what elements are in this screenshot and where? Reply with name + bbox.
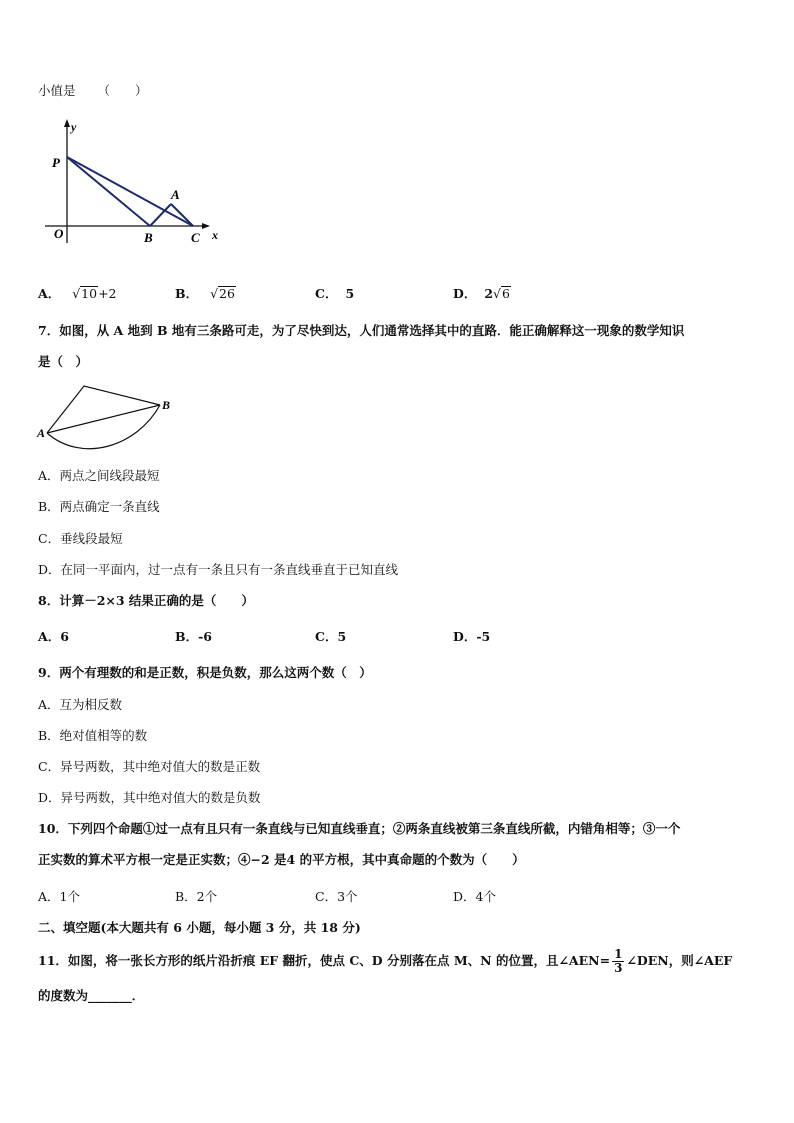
q9-stem: 9．两个有理数的和是正数，积是负数，那么这两个数（ ） [38,665,372,680]
label-A: A [37,426,46,440]
frac-den: 3 [614,961,623,975]
q10-option-b: B．2个 [175,889,218,904]
q8-stem: 8．计算－2×3 结果正确的是（ ） [38,593,254,608]
straight-path [47,405,160,433]
q7-option-a: A．两点之间线段最短 [38,468,160,483]
q10-option-d: D．4个 [453,889,496,904]
q6-coordinate-figure [40,115,230,250]
q6-option-b: B． √26 [175,286,235,301]
frac-num: 1 [614,947,623,961]
q11-post: ∠DEN，则∠AEF [626,953,733,968]
q6-tail-text: 小值是 [38,83,76,98]
option-letter: A． [38,286,61,301]
label-x: x [212,228,218,242]
label-B: B [144,230,153,245]
option-letter: D． [453,286,477,301]
radicand: 26 [219,286,235,301]
segment-PB [67,157,150,226]
section-heading-fill-in: 二、填空题(本大题共有 6 小题，每小题 3 分，共 18 分) [38,920,361,935]
option-text: 5 [345,286,355,301]
q8-option-c: C．5 [315,629,347,644]
q11-stem-line1 [38,944,732,978]
q7-stem-line1: 7．如图，从 A 地到 B 地有三条路可走，为了尽快到达，人们通常选择其中的直路．能正确解释这一现象的数学知识 [38,323,685,338]
label-B: B [162,398,171,412]
q6-option-a: A． √10+2 [38,286,117,301]
fraction-one-third [612,948,624,975]
q10-option-a: A．1个 [38,889,80,904]
label-y: y [71,120,77,134]
q6-option-d: D． 2√6 [453,286,510,301]
option-rest: +2 [98,286,117,301]
q9-option-a: A．互为相反数 [38,697,123,712]
q7-path-figure [36,378,186,453]
q6-paren: （ ） [97,83,148,98]
radicand: 10 [81,286,98,301]
q8-option-b: B．-6 [175,629,212,644]
x-axis-arrow [202,223,210,229]
q10-option-c: C．3个 [315,889,358,904]
q11-pre: 11．如图，将一张长方形的纸片沿折痕 EF 翻折，使点 C、D 分别落在点 M、N 的位置，且∠AEN= [38,953,611,968]
q7-option-d: D．在同一平面内，过一点有一条且只有一条直线垂直于已知直线 [38,562,399,577]
q9-option-d: D．异号两数，其中绝对值大的数是负数 [38,790,261,805]
label-C: C [191,230,200,245]
option-letter: B． [175,286,199,301]
q11-stem-line2: 的度数为_______． [38,988,145,1003]
q7-stem-line2: 是（ ） [38,354,89,369]
q8-option-a: A．6 [38,629,69,644]
q6-option-c [315,285,354,303]
q9-option-c: C．异号两数，其中绝对值大的数是正数 [38,759,261,774]
y-axis-arrow [64,119,70,127]
q9-option-b: B．绝对值相等的数 [38,728,148,743]
radicand: 6 [502,286,510,301]
label-A: A [171,187,180,202]
label-O: O [54,226,64,241]
label-P: P [52,155,60,170]
q10-stem-line2: 正实数的算术平方根一定是正实数；④−2 是4 的平方根，其中真命题的个数为（ ） [38,852,525,867]
option-coef: 2 [484,286,494,301]
q10-stem-line1: 10．下列四个命题①过一点有且只有一条直线与已知直线垂直；②两条直线被第三条直线所截，内错角相等；③一个 [38,821,681,836]
option-letter: C． [315,286,338,301]
q7-option-b: B．两点确定一条直线 [38,499,160,514]
q7-option-c: C．垂线段最短 [38,531,123,546]
q8-option-d: D．-5 [453,629,491,644]
q6-stem-tail [38,82,148,100]
